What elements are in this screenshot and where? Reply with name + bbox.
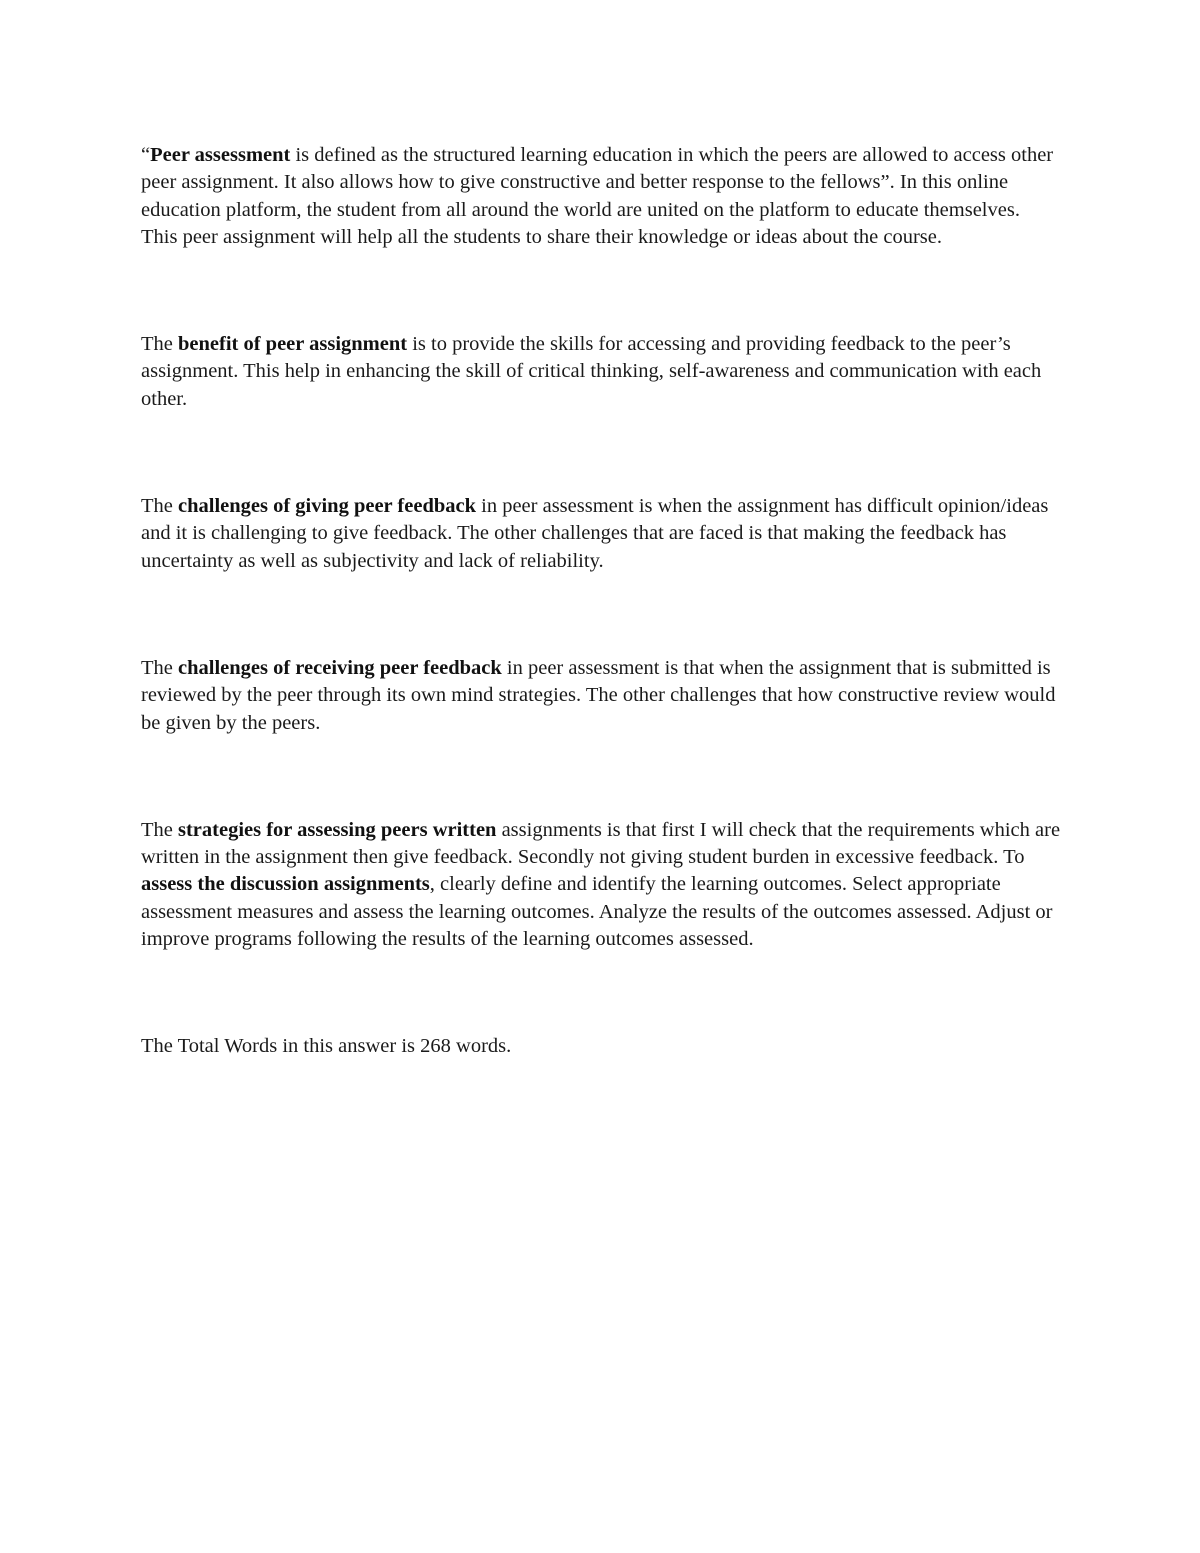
paragraph-peer-assessment-definition <box>141 142 1061 251</box>
paragraph-challenges-receiving <box>141 655 1061 737</box>
bold-term-challenges-giving: challenges of giving peer feedback <box>178 495 476 518</box>
paragraph-lead: The <box>141 656 178 679</box>
paragraph-lead: The <box>141 333 178 356</box>
paragraph-lead: The <box>141 495 178 518</box>
open-quote: “ <box>141 144 151 166</box>
paragraph-text: is to provide the skills for accessing and providing feedback to the peer’s assignment. This help in enhancing the skill of critical thinking, self-awareness and communication with each other. <box>141 333 1042 410</box>
paragraph-challenges-giving <box>141 493 1061 575</box>
paragraph-text: assignments is that first I will check that the requirements which are written in the assignment then give feedback. Secondly not giving student burden in excessive feedback. To <box>141 818 1061 869</box>
paragraph-text: in peer assessment is that when the assignment that is submitted is reviewed by the peer through its own mind strategies. The other challenges that how constructive review would be given by the peers. <box>141 656 1056 734</box>
paragraph-strategies <box>141 817 1061 953</box>
paragraph-lead: The <box>141 818 178 841</box>
word-count-text: The Total Words in this answer is 268 words. <box>141 1035 512 1058</box>
paragraph-word-count <box>141 1033 1061 1060</box>
bold-term-benefit: benefit of peer assignment <box>178 333 408 356</box>
paragraph-text: , clearly define and identify the learning outcomes. Select appropriate assessment measures and assess the learning outcomes. Analyze the results of the outcomes assessed. Adjust or improve programs following the results of the learning outcomes assessed. <box>141 873 1053 951</box>
bold-term-assess-discussion: assess the discussion assignments <box>141 873 430 896</box>
document-body <box>141 142 1061 1061</box>
bold-term-challenges-receiving: challenges of receiving peer feedback <box>178 656 502 679</box>
paragraph-text: is defined as the structured learning education in which the peers are allowed to access other peer assignment. It also allows how to give constructive and better response to the fellows”. In this online education platform, the student from all around the world are united on the platform to educate themselves. This peer assignment will help all the students to share their knowledge or ideas about the course. <box>141 144 1054 248</box>
bold-term-strategies: strategies for assessing peers written <box>178 818 497 841</box>
paragraph-benefit <box>141 331 1061 413</box>
bold-term-peer-assessment: Peer assessment <box>150 144 291 166</box>
paragraph-text: in peer assessment is when the assignment has difficult opinion/ideas and it is challenging to give feedback. The other challenges that are faced is that making the feedback has uncertainty as well as subjectivity and lack of reliability. <box>141 495 1049 572</box>
